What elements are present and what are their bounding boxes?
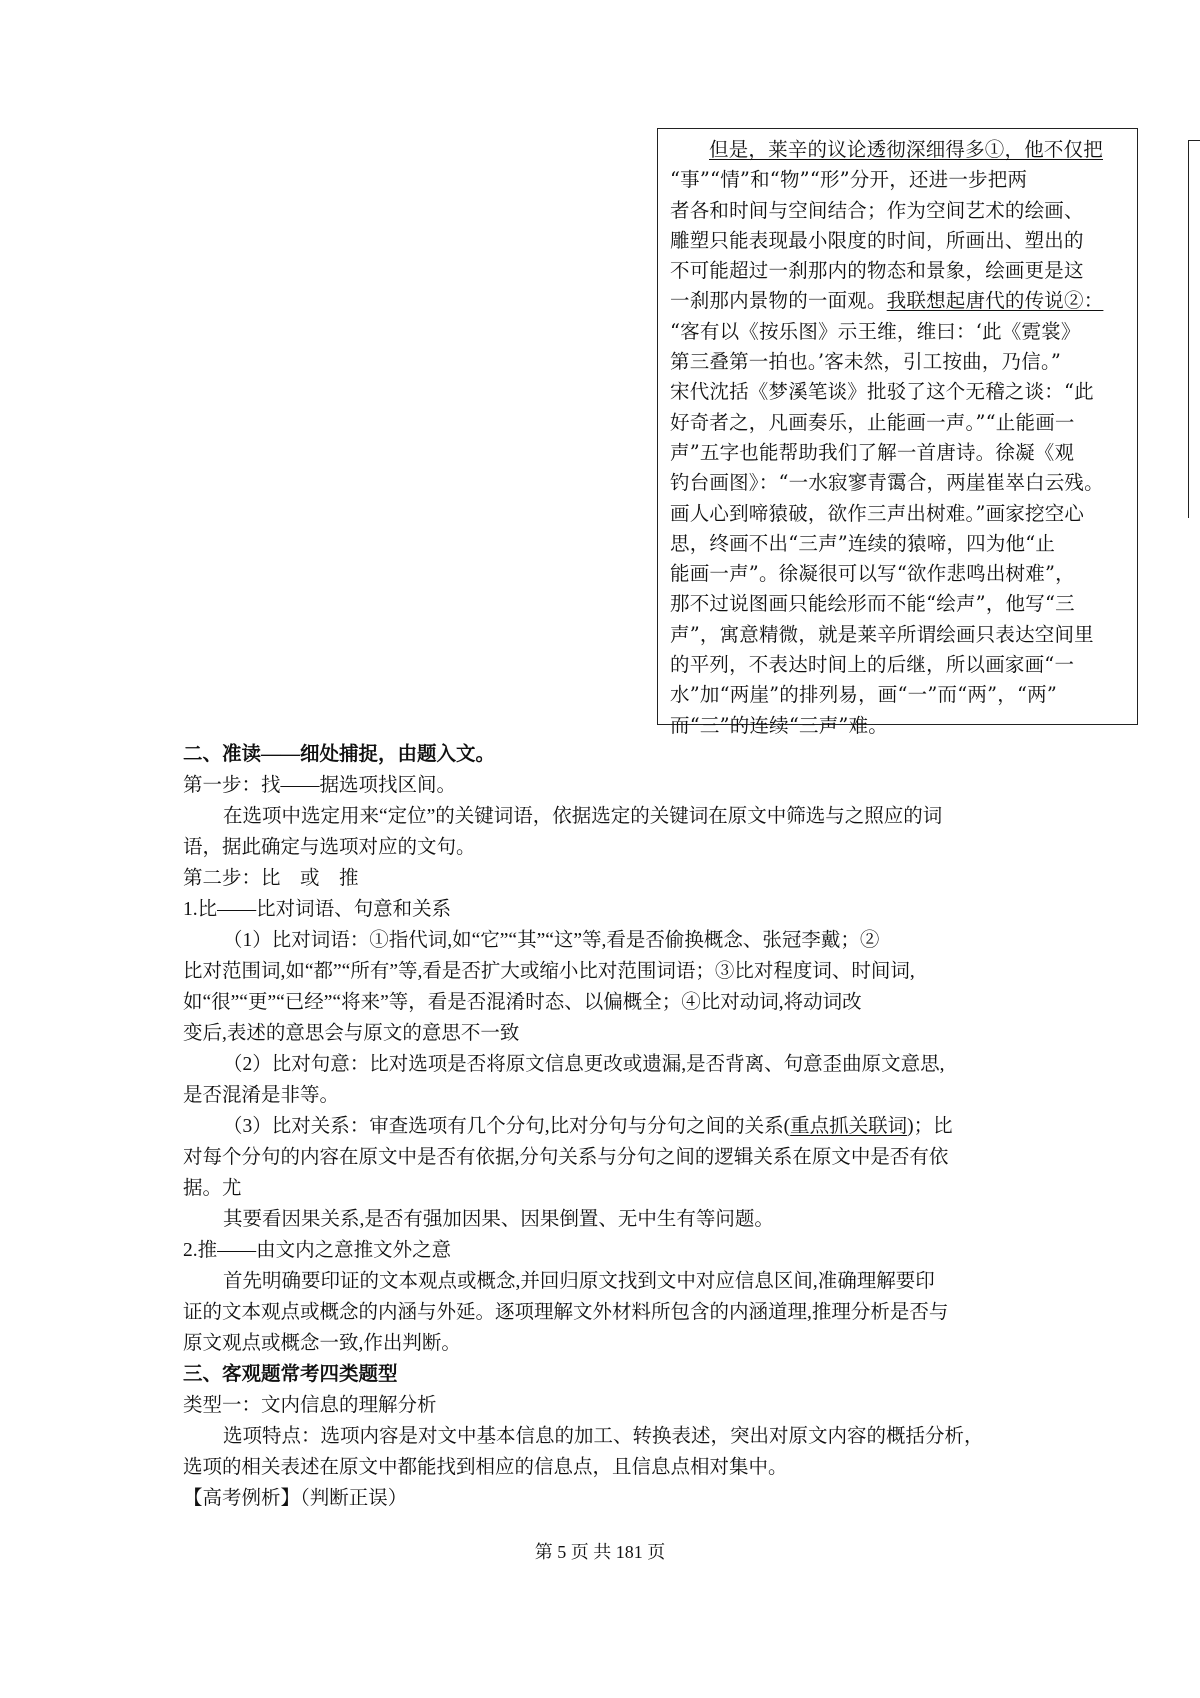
excerpt-line: 的平列，不表达时间上的后继，所以画家画“一	[670, 653, 1075, 677]
page-number: 第 5 页 共 181 页	[534, 1542, 666, 1562]
excerpt-text: 一刹那内景物的一面观。	[670, 289, 887, 313]
excerpt-line: 而“三”的连续“三声”难。	[670, 713, 888, 737]
paragraph-line: （1）比对词语：①指代词,如“它”“其”“这”等,看是否偷换概念、张冠李戴；②	[223, 930, 880, 951]
margin-bracket-line	[1188, 140, 1200, 141]
excerpt-line: “事”“情”和“物”“形”分开，还进一步把两	[670, 168, 1028, 192]
paragraph-line: 在选项中选定用来“定位”的关键词语，依据选定的关键词在原文中筛选与之照应的词	[223, 806, 943, 827]
paragraph-line: 选项特点：选项内容是对文中基本信息的加工、转换表述，突出对原文内容的概括分析，	[223, 1426, 984, 1447]
underlined-phrase: 重点抓关联词	[790, 1116, 908, 1137]
paragraph-line: 如“很”“更”“已经”“将来”等，看是否混淆时态、以偏概全；④比对动词,将动词改	[183, 992, 862, 1013]
excerpt-line: 不可能超过一刹那内的物态和景象，绘画更是这	[670, 259, 1084, 283]
excerpt-line: 宋代沈括《梦溪笔谈》批驳了这个无稽之谈：“此	[670, 380, 1094, 404]
step-heading: 类型一：文内信息的理解分析	[183, 1395, 437, 1416]
excerpt-line: 水”加“两崖”的排列易，画“一”而“两”，“两”	[670, 683, 1058, 707]
excerpt-line: 声”，寓意精微，就是莱辛所谓绘画只表达空间里	[670, 622, 1094, 646]
excerpt-line: 钓台画图》：“一水寂寥青霭合，两崖崔崒白云残。	[670, 471, 1104, 495]
excerpt-line	[670, 135, 1125, 165]
step-heading: 第二步：比 或 推	[183, 868, 359, 889]
step-heading: 第一步：找——据选项找区间。	[183, 775, 457, 796]
paragraph-line: 证的文本观点或概念的内涵与外延。逐项理解文外材料所包含的内涵道理,推理分析是否与	[183, 1302, 949, 1323]
paragraph-line	[183, 1111, 1023, 1142]
paragraph-line: 首先明确要印证的文本观点或概念,并回归原文找到文中对应信息区间,准确理解要印	[223, 1271, 935, 1292]
excerpt-line: 画人心到啼猿破，欲作三声出树难。”画家挖空心	[670, 501, 1085, 525]
excerpt-line: 能画一声”。徐凝很可以写“欲作悲鸣出树难”，	[670, 562, 1075, 586]
excerpt-line: “客有以《按乐图》示王维，维曰：‘此《霓裳》	[670, 319, 1081, 343]
paragraph-text: （3）比对关系：审查选项有几个分句,比对分句与分句之间的关系(	[223, 1116, 791, 1137]
paragraph-line: （2）比对句意：比对选项是否将原文信息更改或遗漏,是否背离、句意歪曲原文意思,	[223, 1054, 945, 1075]
subheading: 2.推——由文内之意推文外之意	[183, 1240, 452, 1261]
margin-bracket-line	[1188, 140, 1189, 518]
paragraph-line: 是否混淆是非等。	[183, 1085, 340, 1106]
excerpt-line: 好奇者之，凡画奏乐，止能画一声。”“止能画一	[670, 410, 1075, 434]
excerpt-line	[670, 286, 1125, 316]
paragraph-line: 原文观点或概念一致,作出判断。	[183, 1333, 461, 1354]
excerpt-underlined-phrase: 但是，莱辛的议论透彻深细得多①，他不仅把	[709, 138, 1104, 161]
excerpt-line: 那不过说图画只能绘形而不能“绘声”，他写“三	[670, 592, 1075, 616]
excerpt-line: 第三叠第一拍也。’客未然，引工按曲，乃信。”	[670, 350, 1062, 374]
main-text	[183, 739, 1023, 1514]
excerpt-line: 者各和时间与空间结合；作为空间艺术的绘画、	[670, 198, 1084, 222]
example-label: 【高考例析】（判断正误）	[183, 1488, 408, 1509]
paragraph-line: 选项的相关表述在原文中都能找到相应的信息点，且信息点相对集中。	[183, 1457, 788, 1478]
subheading: 1.比——比对词语、句意和关系	[183, 899, 452, 920]
section-heading: 二、准读——细处捕捉，由题入文。	[183, 744, 496, 765]
excerpt-underlined-phrase: 我联想起唐代的传说②：	[886, 289, 1104, 313]
excerpt-line: 雕塑只能表现最小限度的时间，所画出、塑出的	[670, 228, 1084, 252]
paragraph-line: 语，据此确定与选项对应的文句。	[183, 837, 476, 858]
excerpt-line: 声”五字也能帮助我们了解一首唐诗。徐凝《观	[670, 440, 1075, 464]
paragraph-text: )；比	[907, 1116, 953, 1137]
paragraph-line: 变后,表述的意思会与原文的意思不一致	[183, 1023, 520, 1044]
paragraph-line: 据。尤	[183, 1178, 242, 1199]
excerpt-line: 思，终画不出“三声”连续的猿啼，四为他“止	[670, 531, 1056, 555]
excerpt-box	[657, 128, 1138, 737]
paragraph-line: 比对范围词,如“都”“所有”等,看是否扩大或缩小比对范围词语；③比对程度词、时间词,	[183, 961, 915, 982]
section-heading: 三、客观题常考四类题型	[183, 1364, 398, 1385]
paragraph-line: 对每个分句的内容在原文中是否有依据,分句关系与分句之间的逻辑关系在原文中是否有依	[183, 1147, 949, 1168]
paragraph-line: 其要看因果关系,是否有强加因果、因果倒置、无中生有等问题。	[223, 1209, 774, 1230]
